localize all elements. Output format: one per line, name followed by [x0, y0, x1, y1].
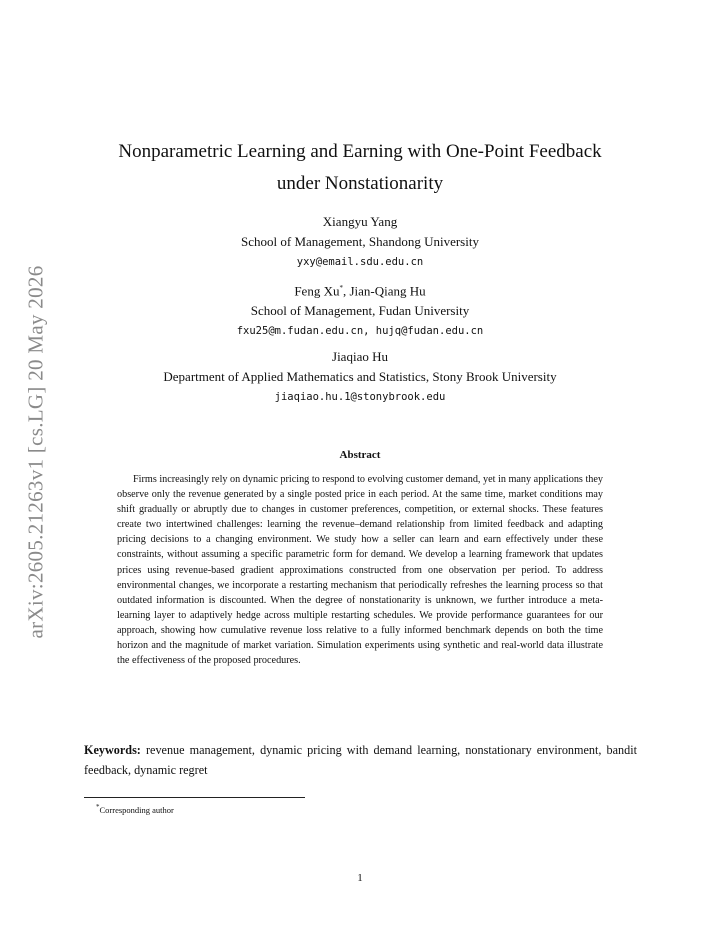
arxiv-identifier: arXiv:2605.21263v1 [cs.LG] 20 May 2026 — [23, 265, 48, 639]
author-name: Jiaqiao Hu — [332, 349, 388, 365]
author-block-1 — [60, 212, 660, 272]
author-name — [60, 278, 660, 301]
footnote-text: Corresponding author — [99, 804, 174, 815]
author-list — [60, 212, 660, 413]
author-name: Xiangyu Yang — [322, 214, 398, 229]
author-block-2 — [60, 278, 660, 341]
footnote — [96, 801, 174, 816]
paper-title — [60, 136, 660, 200]
title-line-1: Nonparametric Learning and Earning with One-Point Feedback — [118, 141, 602, 162]
author-affiliation: School of Management, Shandong University — [241, 234, 479, 249]
footnote-mark: * — [96, 803, 100, 811]
title-line-2: under Nonstationarity — [276, 173, 444, 194]
keywords-label: Keywords: — [84, 743, 141, 757]
author-block-3 — [60, 347, 660, 407]
author-email: fxu25@m.fudan.edu.cn, hujq@fudan.edu.cn — [236, 325, 484, 338]
author-name-part: Feng Xu — [294, 283, 340, 299]
corresponding-author-mark: * — [339, 284, 343, 292]
author-email: yxy@email.sdu.edu.cn — [296, 256, 424, 268]
author-affiliation: Department of Applied Mathematics and Statistics, Stony Brook University — [163, 369, 557, 385]
keywords — [84, 740, 637, 780]
author-name-part: , Jian-Qiang Hu — [342, 283, 426, 299]
page-number: 1 — [357, 872, 363, 884]
abstract-text: Firms increasingly rely on dynamic pricing to respond to evolving customer demand, yet in many applications they observe only the revenue generated by a single posted price in each period. At the same time, market conditions may shift gradually or abruptly due to changes in customer preferences, competition, or external shocks. These features create two intertwined challenges: learning the revenue–demand relationship from limited feedback and adapting pricing decisions to a changing environment. We study how a seller can learn and earn effectively under these constraints, without assuming a specific parametric form for demand. We develop a learning framework that updates prices using revenue-based gradient approximations constructed from one observation per period. To address environmental changes, we incorporate a restarting mechanism that periodically refreshes the learning process so that outdated information is discounted. When the degree of nonstationarity is unknown, we further introduce a meta-learning layer to adaptively hedge across multiple restarting schedules. We provide performance guarantees for our approach, showing how cumulative revenue loss relative to a fully informed benchmark depends on both the time horizon and the magnitude of market variation. Simulation experiments using synthetic and real-world data illustrate the effectiveness of the proposed procedures. — [117, 474, 603, 667]
footnote-rule — [84, 797, 305, 798]
keywords-text: revenue management, dynamic pricing with demand learning, nonstationary environment, bandit feedback, dynamic regret — [84, 743, 637, 777]
author-email: jiaqiao.hu.1@stonybrook.edu — [274, 391, 446, 404]
abstract-heading: Abstract — [339, 449, 381, 461]
author-affiliation: School of Management, Fudan University — [250, 303, 470, 319]
